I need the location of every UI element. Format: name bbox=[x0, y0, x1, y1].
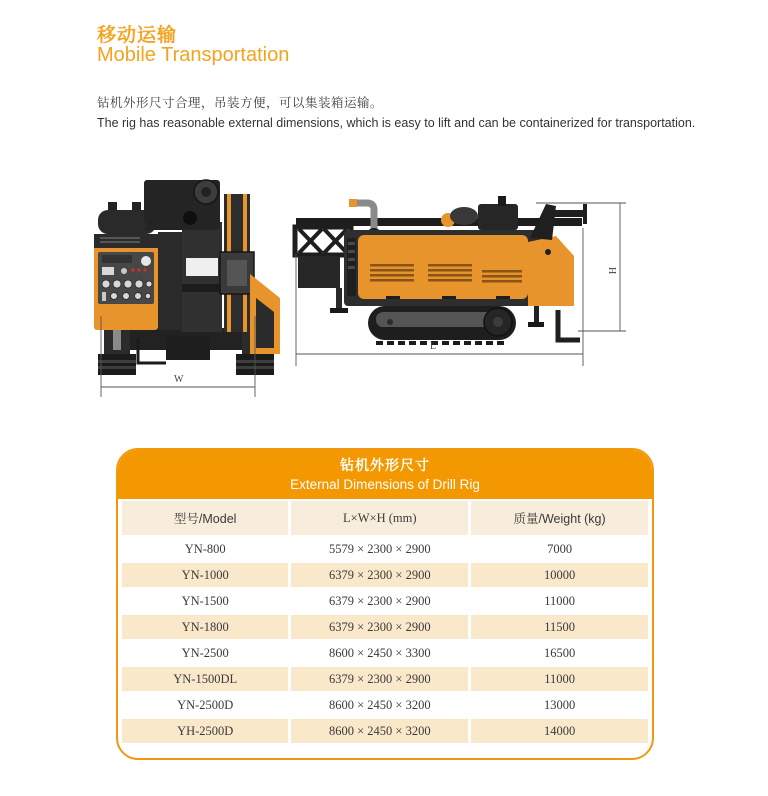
model-cell: YN-1500DL bbox=[122, 667, 288, 691]
height-dimension-label: H bbox=[606, 267, 617, 275]
dimensions-cell: 8600 × 2450 × 3200 bbox=[291, 693, 468, 717]
drill-rig-front-view-illustration bbox=[86, 166, 290, 400]
weight-cell: 7000 bbox=[471, 537, 648, 561]
dimensions-cell: 6379 × 2300 × 2900 bbox=[291, 589, 468, 613]
weight-cell: 14000 bbox=[471, 719, 648, 743]
dimensions-cell: 8600 × 2450 × 3300 bbox=[291, 641, 468, 665]
table-title-english: External Dimensions of Drill Rig bbox=[290, 477, 480, 492]
weight-cell: 11500 bbox=[471, 615, 648, 639]
dimensions-cell: 5579 × 2300 × 2900 bbox=[291, 537, 468, 561]
table-row bbox=[122, 537, 648, 561]
column-header-dimensions: L×W×H (mm) bbox=[291, 501, 468, 535]
model-cell: YN-2500D bbox=[122, 693, 288, 717]
model-cell: YN-1800 bbox=[122, 615, 288, 639]
weight-cell: 11000 bbox=[471, 589, 648, 613]
width-dimension-label: W bbox=[174, 374, 184, 385]
model-cell: YN-2500 bbox=[122, 641, 288, 665]
model-cell: YN-1500 bbox=[122, 589, 288, 613]
table-row bbox=[122, 563, 648, 587]
weight-cell: 10000 bbox=[471, 563, 648, 587]
table-row bbox=[122, 589, 648, 613]
dimensions-cell: 6379 × 2300 × 2900 bbox=[291, 615, 468, 639]
column-header-weight: 质量/Weight (kg) bbox=[471, 501, 648, 535]
intro-text-chinese: 钻机外形尺寸合理，吊装方便，可以集装箱运输。 bbox=[97, 96, 384, 110]
weight-cell: 13000 bbox=[471, 693, 648, 717]
column-header-model: 型号/Model bbox=[122, 501, 288, 535]
table-row bbox=[122, 693, 648, 717]
page-title-chinese: 移动运输 bbox=[97, 25, 178, 46]
length-dimension-label: L bbox=[430, 341, 437, 352]
intro-text-english: The rig has reasonable external dimensions, which is easy to lift and can be containerized for transportation. bbox=[97, 116, 696, 130]
weight-cell: 16500 bbox=[471, 641, 648, 665]
table-row bbox=[122, 641, 648, 665]
dimensions-table bbox=[119, 499, 651, 745]
dimensions-cell: 8600 × 2450 × 3200 bbox=[291, 719, 468, 743]
page-title-english: Mobile Transportation bbox=[97, 44, 290, 66]
model-cell: YN-1000 bbox=[122, 563, 288, 587]
table-row bbox=[122, 719, 648, 743]
table-row bbox=[122, 667, 648, 691]
table-title-chinese: 钻机外形尺寸 bbox=[340, 457, 430, 473]
model-cell: YN-800 bbox=[122, 537, 288, 561]
table-header-row bbox=[122, 501, 648, 535]
dimensions-cell: 6379 × 2300 × 2900 bbox=[291, 563, 468, 587]
model-cell: YH-2500D bbox=[122, 719, 288, 743]
dimensions-table-card bbox=[116, 448, 654, 760]
dimensions-cell: 6379 × 2300 × 2900 bbox=[291, 667, 468, 691]
table-title bbox=[118, 450, 652, 499]
weight-cell: 11000 bbox=[471, 667, 648, 691]
drill-rig-side-view-illustration bbox=[290, 194, 652, 376]
table-row bbox=[122, 615, 648, 639]
